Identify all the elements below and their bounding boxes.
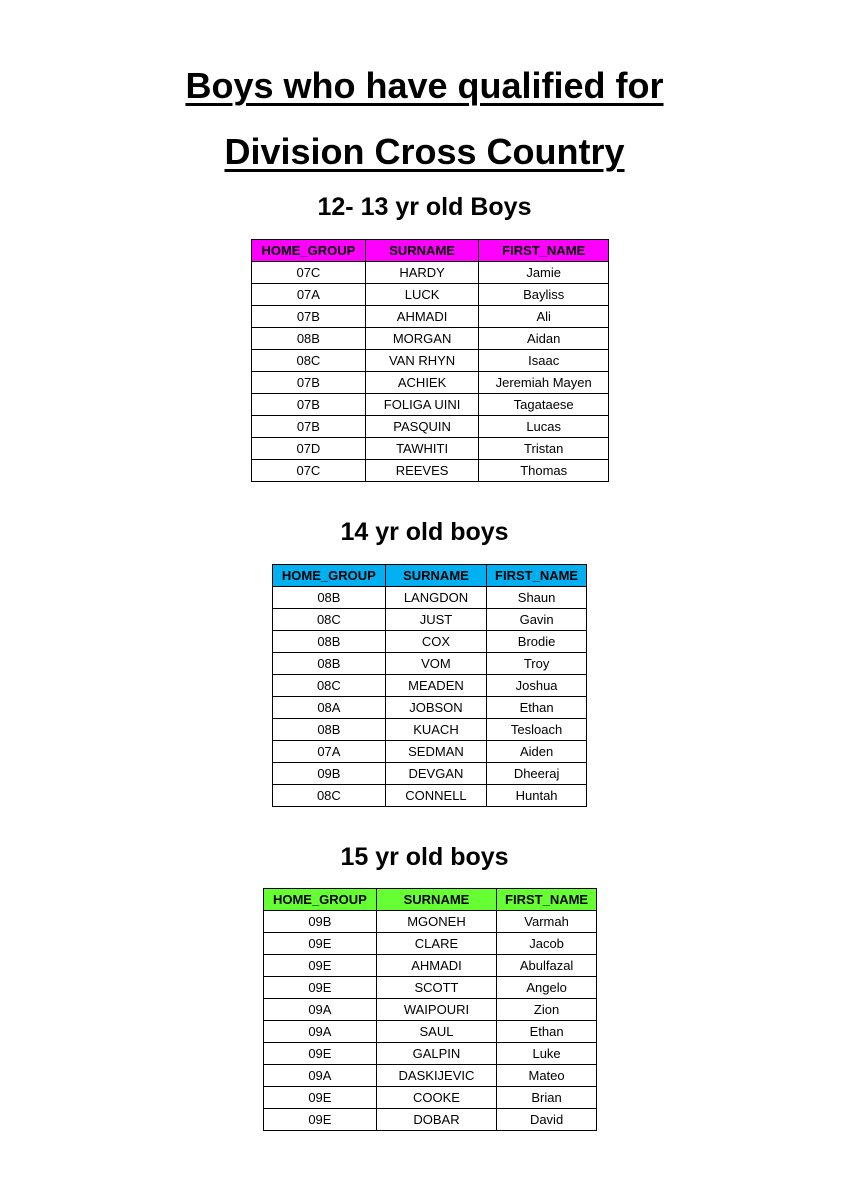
cell-home-group: 09E xyxy=(264,1087,377,1109)
cell-surname: MEADEN xyxy=(385,675,486,697)
cell-first-name: Tristan xyxy=(479,438,609,460)
table-row xyxy=(273,697,587,719)
cell-first-name: Brian xyxy=(497,1087,597,1109)
cell-first-name: Tagataese xyxy=(479,394,609,416)
table-row xyxy=(264,1109,597,1131)
cell-home-group: 07B xyxy=(252,394,366,416)
cell-surname: GALPIN xyxy=(376,1043,496,1065)
cell-first-name: Ethan xyxy=(487,697,587,719)
cell-home-group: 09A xyxy=(264,1021,377,1043)
table-row xyxy=(273,653,587,675)
cell-surname: FOLIGA UINI xyxy=(365,394,479,416)
cell-first-name: Jacob xyxy=(497,933,597,955)
cell-first-name: Aidan xyxy=(479,328,609,350)
table-row xyxy=(252,394,609,416)
table-row xyxy=(252,328,609,350)
column-header-first-name: FIRST_NAME xyxy=(497,889,597,911)
cell-first-name: Thomas xyxy=(479,460,609,482)
table-row xyxy=(252,438,609,460)
cell-first-name: Abulfazal xyxy=(497,955,597,977)
cell-first-name: Zion xyxy=(497,999,597,1021)
cell-home-group: 08B xyxy=(273,653,386,675)
cell-surname: MGONEH xyxy=(376,911,496,933)
cell-surname: COX xyxy=(385,631,486,653)
cell-home-group: 07D xyxy=(252,438,366,460)
cell-home-group: 08B xyxy=(273,587,386,609)
cell-surname: HARDY xyxy=(365,262,479,284)
cell-first-name: Lucas xyxy=(479,416,609,438)
cell-first-name: Mateo xyxy=(497,1065,597,1087)
section-heading-15: 15 yr old boys xyxy=(340,843,509,871)
cell-home-group: 07A xyxy=(273,741,386,763)
cell-home-group: 09B xyxy=(273,763,386,785)
column-header-first-name: FIRST_NAME xyxy=(487,565,587,587)
cell-surname: MORGAN xyxy=(365,328,479,350)
section-heading-12-13: 12- 13 yr old Boys xyxy=(317,193,532,221)
cell-home-group: 08B xyxy=(252,328,366,350)
table-row xyxy=(273,675,587,697)
column-header-home-group: HOME_GROUP xyxy=(252,240,366,262)
cell-first-name: Brodie xyxy=(487,631,587,653)
cell-surname: SCOTT xyxy=(376,977,496,999)
cell-home-group: 08C xyxy=(273,609,386,631)
cell-home-group: 09A xyxy=(264,1065,377,1087)
cell-surname: JOBSON xyxy=(385,697,486,719)
table-header-row xyxy=(252,240,609,262)
cell-home-group: 09B xyxy=(264,911,377,933)
cell-first-name: Troy xyxy=(487,653,587,675)
column-header-first-name: FIRST_NAME xyxy=(479,240,609,262)
table-header-row xyxy=(273,565,587,587)
table-row xyxy=(273,741,587,763)
cell-home-group: 08A xyxy=(273,697,386,719)
table-row xyxy=(264,1065,597,1087)
cell-home-group: 07C xyxy=(252,460,366,482)
cell-home-group: 08C xyxy=(252,350,366,372)
cell-surname: DASKIJEVIC xyxy=(376,1065,496,1087)
cell-first-name: Angelo xyxy=(497,977,597,999)
cell-surname: ACHIEK xyxy=(365,372,479,394)
cell-surname: CONNELL xyxy=(385,785,486,807)
table-row xyxy=(252,416,609,438)
cell-surname: LANGDON xyxy=(385,587,486,609)
table-row xyxy=(264,955,597,977)
table-row xyxy=(273,631,587,653)
cell-home-group: 07C xyxy=(252,262,366,284)
table-row xyxy=(252,372,609,394)
cell-home-group: 07B xyxy=(252,306,366,328)
cell-home-group: 08B xyxy=(273,631,386,653)
table-row xyxy=(252,350,609,372)
column-header-home-group: HOME_GROUP xyxy=(273,565,386,587)
cell-surname: VAN RHYN xyxy=(365,350,479,372)
cell-first-name: Luke xyxy=(497,1043,597,1065)
cell-surname: DOBAR xyxy=(376,1109,496,1131)
cell-surname: VOM xyxy=(385,653,486,675)
table-row xyxy=(273,785,587,807)
cell-first-name: Varmah xyxy=(497,911,597,933)
cell-surname: CLARE xyxy=(376,933,496,955)
table-row xyxy=(273,763,587,785)
table-row xyxy=(264,1021,597,1043)
cell-first-name: Bayliss xyxy=(479,284,609,306)
table-row xyxy=(252,284,609,306)
table-row xyxy=(252,262,609,284)
column-header-surname: SURNAME xyxy=(365,240,479,262)
table-15 xyxy=(263,888,597,1131)
cell-home-group: 09E xyxy=(264,977,377,999)
table-row xyxy=(273,719,587,741)
cell-first-name: Isaac xyxy=(479,350,609,372)
table-row xyxy=(264,911,597,933)
cell-surname: COOKE xyxy=(376,1087,496,1109)
table-row xyxy=(252,306,609,328)
cell-home-group: 07A xyxy=(252,284,366,306)
cell-home-group: 08C xyxy=(273,675,386,697)
cell-surname: AHMADI xyxy=(376,955,496,977)
cell-home-group: 08B xyxy=(273,719,386,741)
cell-surname: WAIPOURI xyxy=(376,999,496,1021)
cell-home-group: 07B xyxy=(252,416,366,438)
cell-surname: AHMADI xyxy=(365,306,479,328)
cell-first-name: Tesloach xyxy=(487,719,587,741)
table-row xyxy=(264,977,597,999)
cell-first-name: Dheeraj xyxy=(487,763,587,785)
cell-first-name: Joshua xyxy=(487,675,587,697)
cell-surname: JUST xyxy=(385,609,486,631)
cell-surname: REEVES xyxy=(365,460,479,482)
table-row xyxy=(252,460,609,482)
cell-surname: DEVGAN xyxy=(385,763,486,785)
column-header-surname: SURNAME xyxy=(376,889,496,911)
cell-surname: LUCK xyxy=(365,284,479,306)
cell-first-name: Ethan xyxy=(497,1021,597,1043)
cell-home-group: 08C xyxy=(273,785,386,807)
cell-home-group: 07B xyxy=(252,372,366,394)
cell-first-name: David xyxy=(497,1109,597,1131)
cell-home-group: 09E xyxy=(264,1043,377,1065)
cell-first-name: Jeremiah Mayen xyxy=(479,372,609,394)
page-title-line-1: Boys who have qualified for xyxy=(185,65,664,106)
table-row xyxy=(264,1087,597,1109)
cell-surname: SEDMAN xyxy=(385,741,486,763)
table-row xyxy=(273,609,587,631)
cell-first-name: Gavin xyxy=(487,609,587,631)
cell-first-name: Shaun xyxy=(487,587,587,609)
table-14 xyxy=(272,564,587,807)
table-row xyxy=(264,999,597,1021)
cell-home-group: 09E xyxy=(264,955,377,977)
cell-first-name: Jamie xyxy=(479,262,609,284)
cell-first-name: Aiden xyxy=(487,741,587,763)
cell-surname: PASQUIN xyxy=(365,416,479,438)
table-row xyxy=(264,1043,597,1065)
cell-home-group: 09E xyxy=(264,933,377,955)
cell-home-group: 09E xyxy=(264,1109,377,1131)
table-12-13 xyxy=(251,239,609,482)
cell-home-group: 09A xyxy=(264,999,377,1021)
cell-first-name: Ali xyxy=(479,306,609,328)
cell-surname: TAWHITI xyxy=(365,438,479,460)
column-header-surname: SURNAME xyxy=(385,565,486,587)
cell-surname: SAUL xyxy=(376,1021,496,1043)
table-row xyxy=(273,587,587,609)
page-title-line-2: Division Cross Country xyxy=(224,131,625,172)
cell-first-name: Huntah xyxy=(487,785,587,807)
section-heading-14: 14 yr old boys xyxy=(340,518,509,546)
column-header-home-group: HOME_GROUP xyxy=(264,889,377,911)
cell-surname: KUACH xyxy=(385,719,486,741)
table-header-row xyxy=(264,889,597,911)
table-row xyxy=(264,933,597,955)
